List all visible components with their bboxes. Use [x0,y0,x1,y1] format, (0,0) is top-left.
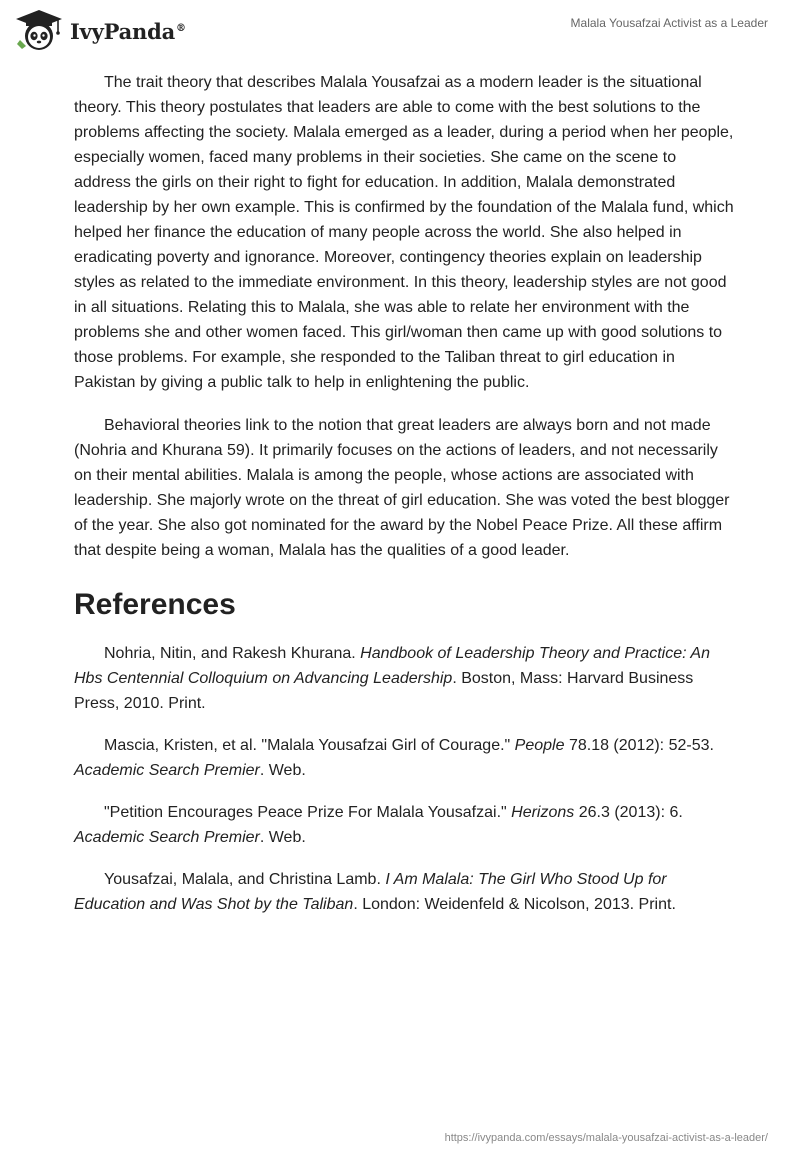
references-heading: References [74,588,236,621]
source-url-link[interactable]: https://ivypanda.com/essays/malala-yousafzai-activist-as-a-leader/ [444,1132,768,1144]
reference-item-4: Yousafzai, Malala, and Christina Lamb. I Am Malala: The Girl Who Stood Up for Education and Was Shot by the Taliban. London: Weidenfeld & Nicolson, 2013. Print. [74,871,676,913]
body-paragraph-1: The trait theory that describes Malala Yousafzai as a modern leader is the situational theory. This theory postulates that leaders are able to come with the best solutions to the problems affecting the society. Malala emerged as a leader, during a period when her people, especially women, faced many problems in their societies. She came on the scene to address the girls on their right to fight for education. In addition, Malala demonstrated leadership by her own example. This is confirmed by the foundation of the Malala fund, which helped her finance the education of many people across the world. She also helped in eradicating poverty and ignorance. Moreover, contingency theories explain on leadership styles as related to the immediate environment. In this theory, leadership styles are not good in all situations. Relating this to Malala, she was able to relate her environment with the problems she and other women faced. This girl/woman then came up with good solutions to those problems. For example, she responded to the Taliban threat to girl education in Pakistan by giving a public talk to help in enlightening the public. [74,74,734,391]
brand-name: IvyPanda® [70,18,186,44]
document-title: Malala Yousafzai Activist as a Leader [570,16,768,30]
registered-mark: ® [176,22,186,34]
reference-item-1: Nohria, Nitin, and Rakesh Khurana. Handbook of Leadership Theory and Practice: An Hbs Centennial Colloquium on Advancing Leadership. Boston, Mass: Harvard Business Press, 2010. Print. [74,645,710,712]
panda-logo-icon [14,8,64,52]
brand-logo[interactable] [14,8,186,52]
page-header [0,0,800,64]
reference-item-2: Mascia, Kristen, et al. "Malala Yousafzai Girl of Courage." People 78.18 (2012): 52-53. Academic Search Premier. Web. [74,737,714,779]
essay-content [74,70,734,934]
body-paragraph-2: Behavioral theories link to the notion that great leaders are always born and not made (Nohria and Khurana 59). It primarily focuses on the actions of leaders, and not necessarily on their mental abilities. Malala is among the people, whose actions are associated with leadership. She majorly wrote on the threat of girl education. She was voted the best blogger of the year. She also got nominated for the award by the Nobel Peace Prize. All these affirm that despite being a woman, Malala has the qualities of a good leader. [74,417,730,559]
reference-item-3: "Petition Encourages Peace Prize For Malala Yousafzai." Herizons 26.3 (2013): 6. Academic Search Premier. Web. [74,804,683,846]
